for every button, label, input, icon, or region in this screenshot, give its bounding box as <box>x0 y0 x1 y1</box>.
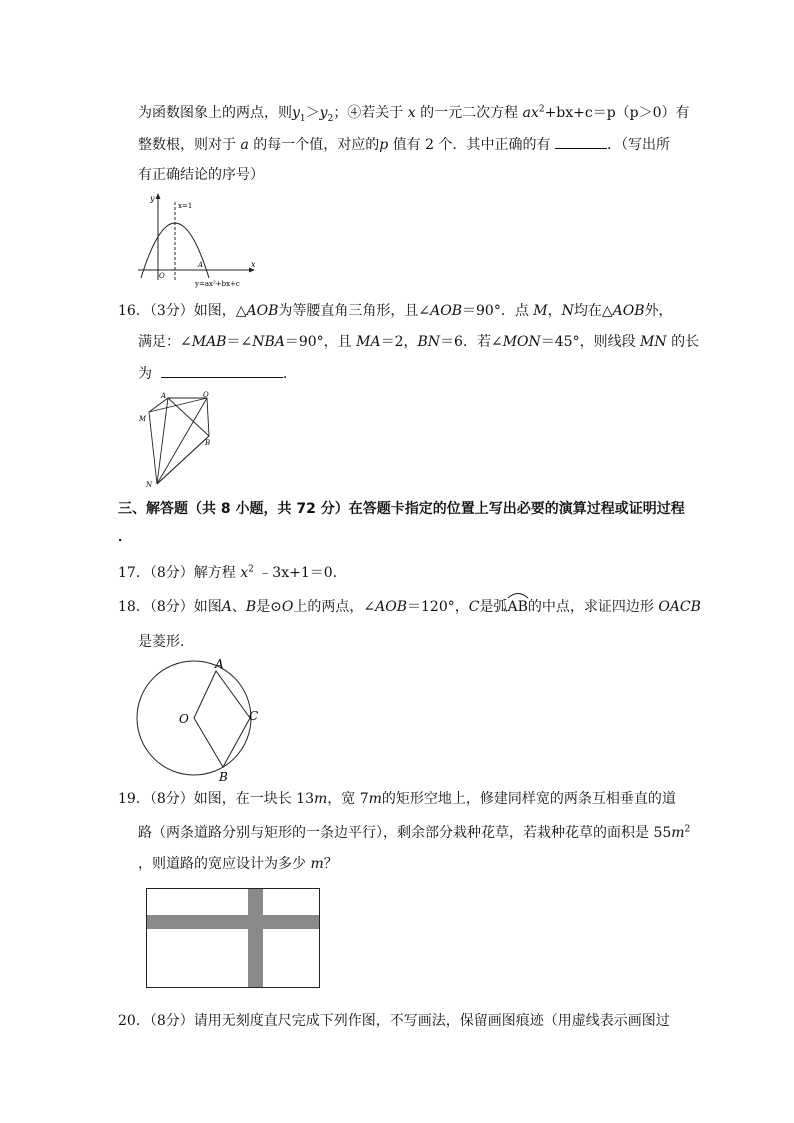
q15-line3: 有正确结论的序号） <box>138 167 264 183</box>
point-a-label: A <box>198 261 204 269</box>
point-n-label: N <box>146 481 153 489</box>
section-3-dot: ． <box>118 529 132 545</box>
x-axis-label: x <box>251 260 256 269</box>
q20-line1: 20．（8分）请用无刻度直尺完成下列作图，不写画法，保留画图痕迹（用虚线表示画图过 <box>118 1013 670 1029</box>
arc-ab-mark: AB <box>507 597 527 617</box>
point-c-label: C <box>249 709 259 723</box>
point-a-label: A <box>215 657 224 671</box>
parabola-figure <box>135 190 275 290</box>
point-b-label: B <box>219 770 228 784</box>
q18-line2: 是菱形． <box>138 634 194 650</box>
origin-label: O <box>159 272 165 280</box>
q15-line2: 整数根，则对于 a 的每一个值，对应的p 值有 2 个．其中正确的有 ．（写出所 <box>138 134 670 155</box>
vertical-road <box>248 889 263 987</box>
q17: 17．（8分）解方程 $x^2$ ﹣3x+1＝0． <box>118 564 347 581</box>
q19-line1: 19．（8分）如图，在一块长 13m，宽 7m的矩形空地上，修建同样宽的两条互相垂直的道 <box>118 791 676 807</box>
q15-line1: 为函数图象上的两点，则$y_1>y_2$；④若关于 x 的一元二次方程 $ax^2+bx+c=p(p>0)$有 <box>138 104 690 124</box>
q16-line3: 为 ． <box>138 363 297 384</box>
section-3-title: 三、解答题（共 8 小题，共 72 分）在答题卡指定的位置上写出必要的演算过程或证明过程 <box>118 501 685 517</box>
function-label: y=ax²+bx+c <box>195 280 240 288</box>
symmetry-label: x=1 <box>178 202 193 210</box>
point-a-label: A <box>161 392 167 400</box>
y-axis-arrow <box>156 193 161 199</box>
answer-blank-15[interactable] <box>555 134 607 149</box>
triangle-aob-figure <box>135 388 225 490</box>
figure-lines <box>149 398 209 484</box>
y-axis-label: y <box>150 194 155 203</box>
lawn-rectangle <box>147 889 320 988</box>
q16-line1: 16．（3分）如图，△AOB为等腰直角三角形，且∠AOB＝90°．点 M，N均在△AOB外， <box>118 303 673 319</box>
point-o-label: O <box>179 712 189 726</box>
answer-blank-16[interactable] <box>161 363 283 378</box>
horizontal-road <box>147 915 319 929</box>
circle-figure <box>133 655 268 785</box>
q19-line3: ，则道路的宽应设计为多少 m？ <box>138 856 338 872</box>
point-b-label: B <box>205 439 211 447</box>
rectangle-roads-figure <box>146 888 322 990</box>
point-o-label: O <box>203 391 209 399</box>
q18-line1: 18．（8分）如图A、B是⊙O上的两点，∠AOB＝120°，C是弧 AB的中点，求证四边形 OACB <box>118 597 701 617</box>
q19-line2: 路（两条道路分别与矩形的一条边平行），剩余部分栽种花草，若栽种花草的面积是 $55m^2$ <box>138 824 691 841</box>
point-m-label: M <box>139 415 147 423</box>
q16-line2: 满足：∠MAB＝∠NBA＝90°，且 MA＝2，BN＝6．若∠MON＝45°，则线段 MN 的长 <box>138 334 700 350</box>
